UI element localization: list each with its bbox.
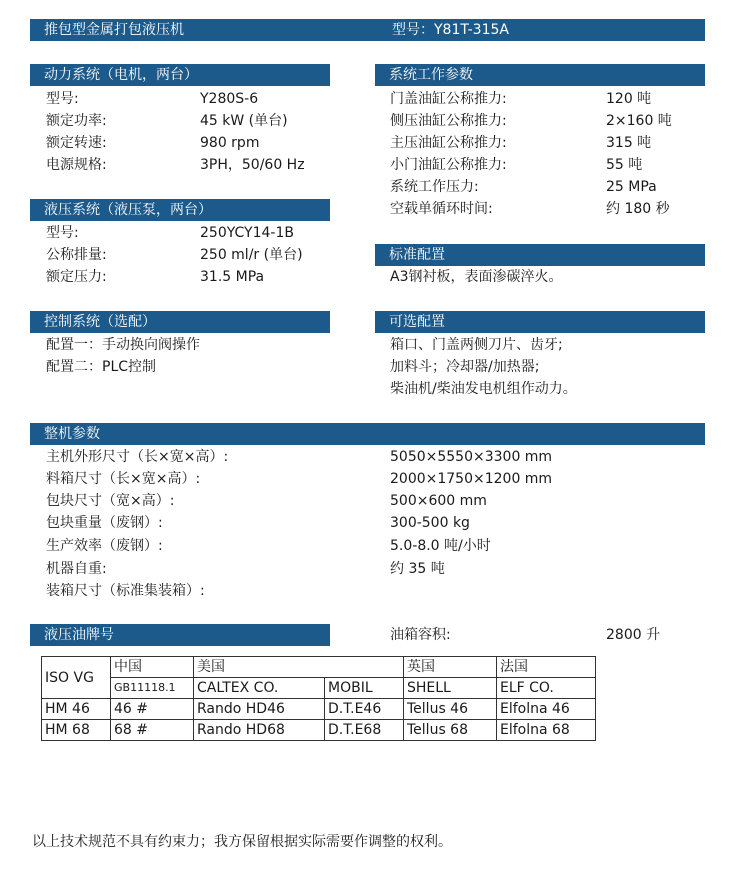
table-cell: Rando HD68	[194, 720, 325, 741]
spec-label: 包块尺寸（宽×高）:	[46, 493, 175, 509]
machine-param-row	[46, 446, 606, 468]
page-title: 推包型金属打包液压机	[44, 22, 184, 38]
system-param-row	[390, 110, 700, 132]
machine-param-row	[46, 558, 606, 580]
table-cell: 68 #	[111, 720, 194, 741]
spec-label: 门盖油缸公称推力:	[390, 91, 507, 107]
spec-value: 约 180 秒	[606, 201, 670, 217]
spec-value: 315 吨	[606, 135, 652, 151]
spec-label: 电源规格:	[46, 157, 107, 173]
machine-section-title: 整机参数	[44, 426, 100, 442]
control-section-title: 控制系统（选配）	[44, 314, 156, 330]
spec-value: 500×600 mm	[390, 493, 487, 509]
table-cell: Tellus 68	[404, 720, 497, 741]
spec-label: 主机外形尺寸（长×宽×高）:	[46, 449, 229, 465]
table-cell: HM 68	[42, 720, 111, 741]
table-cell: SHELL	[404, 678, 497, 699]
table-cell: CALTEX CO.	[194, 678, 325, 699]
spec-label: 侧压油缸公称推力:	[390, 113, 507, 129]
system-param-row	[390, 132, 700, 154]
control-option: 配置二：PLC控制	[46, 359, 157, 375]
spec-value: 250YCY14-1B	[200, 225, 294, 241]
tank-capacity-label: 油箱容积:	[390, 627, 451, 643]
table-cell: 46 #	[111, 699, 194, 720]
oil-grade-table	[41, 656, 596, 741]
table-cell: Rando HD46	[194, 699, 325, 720]
power-row	[46, 154, 336, 176]
spec-value: 5.0-8.0 吨/小时	[390, 538, 491, 554]
spec-value: 45 kW (单台)	[200, 113, 288, 129]
spec-label: 机器自重:	[46, 561, 107, 577]
spec-value: 250 ml/r (单台)	[200, 247, 303, 263]
optional-section-title: 可选配置	[389, 314, 445, 330]
hydraulic-row	[46, 222, 336, 244]
optional-item: 箱口、门盖两侧刀片、齿牙;	[390, 337, 563, 353]
hydraulic-section-header	[30, 199, 330, 221]
machine-section-header	[30, 423, 705, 445]
table-cell: HM 46	[42, 699, 111, 720]
hydraulic-row	[46, 266, 336, 288]
table-cell: MOBIL	[325, 678, 404, 699]
spec-label: 额定功率:	[46, 113, 107, 129]
machine-param-row	[46, 535, 606, 557]
china-header: 中国	[111, 657, 194, 678]
spec-value: 3PH，50/60 Hz	[200, 157, 305, 173]
optional-section-header	[375, 311, 705, 333]
spec-label: 料箱尺寸（长×宽×高）:	[46, 471, 201, 487]
table-row	[42, 720, 596, 741]
table-cell: Elfolna 68	[497, 720, 596, 741]
power-section-title: 动力系统（电机，两台）	[44, 67, 198, 83]
uk-header: 英国	[404, 657, 497, 678]
power-row	[46, 132, 336, 154]
system-param-row	[390, 176, 700, 198]
spec-value: 2000×1750×1200 mm	[390, 471, 553, 487]
machine-param-row	[46, 580, 606, 602]
table-row	[42, 699, 596, 720]
system-params-header	[375, 64, 705, 86]
spec-value: 120 吨	[606, 91, 652, 107]
spec-value: 980 rpm	[200, 135, 260, 151]
table-cell: Tellus 46	[404, 699, 497, 720]
power-row	[46, 110, 336, 132]
oil-section-title: 液压油牌号	[44, 627, 114, 643]
spec-label: 额定压力:	[46, 269, 107, 285]
standard-section-header	[375, 244, 705, 266]
usa-header: 美国	[194, 657, 404, 678]
spec-label: 系统工作压力:	[390, 179, 479, 195]
spec-label: 生产效率（废钢）:	[46, 538, 163, 554]
spec-label: 包块重量（废钢）:	[46, 515, 163, 531]
spec-label: 空载单循环时间:	[390, 201, 493, 217]
control-section-header	[30, 311, 330, 333]
tank-capacity-value: 2800 升	[606, 627, 661, 643]
spec-value: 约 35 吨	[390, 561, 445, 577]
control-option: 配置一：手动换向阀操作	[46, 337, 200, 353]
spec-value: 55 吨	[606, 157, 643, 173]
spec-label: 型号:	[46, 225, 79, 241]
system-param-row	[390, 88, 700, 110]
oil-section-header	[30, 624, 330, 646]
hydraulic-row	[46, 244, 336, 266]
table-cell: GB11118.1	[111, 678, 194, 699]
optional-item: 加料斗；冷却器/加热器;	[390, 359, 540, 375]
table-cell: D.T.E68	[325, 720, 404, 741]
table-cell: Elfolna 46	[497, 699, 596, 720]
system-params-title: 系统工作参数	[389, 67, 473, 83]
spec-label: 主压油缸公称推力:	[390, 135, 507, 151]
footer-disclaimer: 以上技术规范不具有约束力；我方保留根据实际需要作调整的权利。	[32, 834, 452, 850]
spec-value: Y280S-6	[200, 91, 259, 107]
optional-item: 柴油机/柴油发电机组作动力。	[390, 381, 577, 397]
header-bar	[30, 19, 705, 41]
model-number: 型号：Y81T-315A	[392, 22, 509, 38]
machine-param-row	[46, 512, 606, 534]
iso-vg-header: ISO VG	[42, 657, 111, 699]
spec-label: 小门油缸公称推力:	[390, 157, 507, 173]
system-param-row	[390, 198, 700, 220]
spec-value: 5050×5550×3300 mm	[390, 449, 553, 465]
system-param-row	[390, 154, 700, 176]
spec-value: 300-500 kg	[390, 515, 470, 531]
table-cell: ELF CO.	[497, 678, 596, 699]
spec-label: 型号:	[46, 91, 79, 107]
france-header: 法国	[497, 657, 596, 678]
table-row	[42, 678, 596, 699]
hydraulic-section-title: 液压系统（液压泵，两台）	[44, 202, 212, 218]
power-row	[46, 88, 336, 110]
power-section-header	[30, 64, 330, 86]
spec-value: 31.5 MPa	[200, 269, 265, 285]
spec-label: 装箱尺寸（标准集装箱）:	[46, 583, 205, 599]
machine-param-row	[46, 468, 606, 490]
spec-label: 公称排量:	[46, 247, 107, 263]
table-cell: D.T.E46	[325, 699, 404, 720]
spec-value: 2×160 吨	[606, 113, 672, 129]
spec-value: 25 MPa	[606, 179, 657, 195]
standard-config-text: A3钢衬板，表面渗碳淬火。	[390, 269, 563, 285]
standard-section-title: 标准配置	[389, 247, 445, 263]
spec-label: 额定转速:	[46, 135, 107, 151]
machine-param-row	[46, 490, 606, 512]
table-row	[42, 657, 596, 678]
